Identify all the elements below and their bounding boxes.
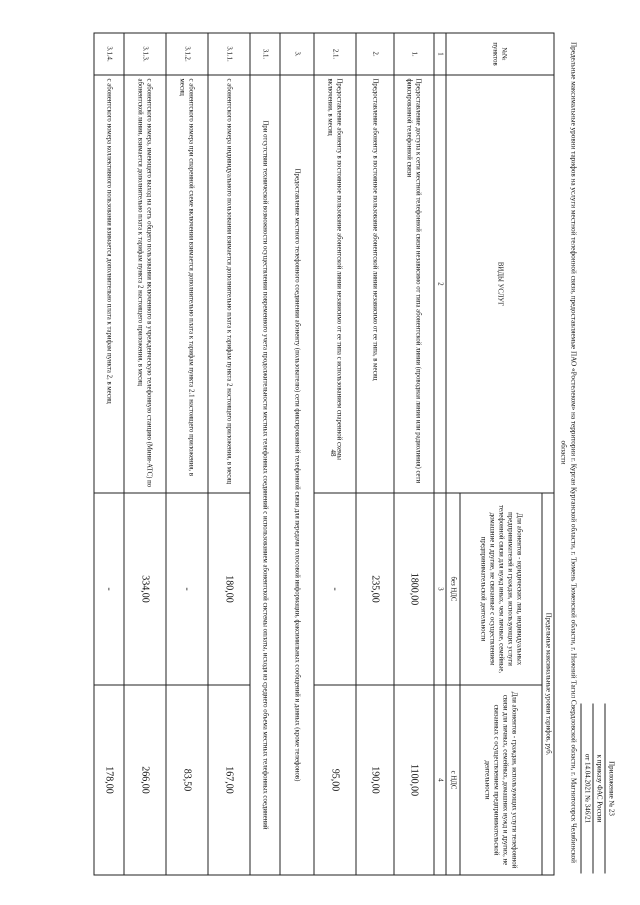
document-title: Предельные максимальные уровни тарифов на услуги местной телефонной связи, предоставляемые ПАО «Ростелеком» на территории г. Курган Курганской области, г. Тюмень Тюменской области, г. Нижний Тагил Свердловской области, г. Магнитогорск Челябинской области <box>559 41 578 863</box>
tariff-legal: 1800,00 <box>394 493 434 685</box>
row-number: 2.1. <box>314 33 356 75</box>
table-row <box>356 33 394 875</box>
col-header-legal-entities: Для абонентов - юридических лиц, индивидуальных предпринимателей и граждан, использующих услуги телефонной связи для нужд иных, чем личные, семейные, домашние и другие, не связанные с осуществлением предпринимательской деятельности <box>460 493 542 685</box>
col-index: 4 <box>434 685 446 875</box>
col-header-with-vat: с НДС <box>446 685 460 875</box>
document-page <box>23 27 619 880</box>
col-index: 3 <box>434 493 446 685</box>
table-row <box>124 33 166 875</box>
row-number: 3.1. <box>250 33 280 75</box>
service-name: с абонентского номера, имеющего выход на сеть общего пользования включенного в учрежденческую телефонную станцию (Мини-АТС) по абонентской линии, взимается дополнительно плата к тарифам пункта 2 настоящего приложения, в месяц <box>124 75 166 493</box>
order-date: от 14.04.2021 № 346/21 <box>581 704 593 874</box>
service-name: с абонентского номера коллективного пользования взимается дополнительно плата к тарифам пункта 2, в месяц <box>94 75 124 493</box>
col-index: 1 <box>434 33 446 75</box>
section-heading: Предоставление местного телефонного соединения абоненту (пользователю) сети фиксированной телефонной связи для передачи голосовой информации, факсимильных сообщений и данных (кроме телефонов) <box>280 75 314 875</box>
table-row <box>250 33 280 875</box>
row-number: 3. <box>280 33 314 75</box>
col-header-citizens: Для абонентов - граждан, использующих услуги телефонной связи для личных, семейных, домашних нужд и других, не связанных с осуществлением предпринимательской деятельности <box>460 685 542 875</box>
col-header-tariffs: Предельные максимальные уровни тарифов, руб. <box>542 493 554 875</box>
service-name: с абонентского номера индивидуального пользования взимается дополнительно плата к тарифам пункта 2 настоящего приложения, в месяц <box>208 75 250 493</box>
col-header-no-vat: без НДС <box>446 493 460 685</box>
appendix-number: Приложение № 23 <box>605 704 617 874</box>
tariff-citizens: 167,00 <box>208 685 250 875</box>
tariff-legal: - <box>314 493 356 685</box>
tariff-citizens: 83,50 <box>166 685 208 875</box>
service-name: Предоставление абоненту в постоянное пользование абонентской линии независимо от ее типа с использованием спаренной схемы включения, в месяц <box>314 75 356 493</box>
col-index: 2 <box>434 75 446 493</box>
tariff-citizens: 1100,00 <box>394 685 434 875</box>
row-number: 3.1.3. <box>124 33 166 75</box>
table-row <box>314 33 356 875</box>
row-number: 1. <box>394 33 434 75</box>
row-number: 3.1.2. <box>166 33 208 75</box>
tariff-citizens: 178,00 <box>94 685 124 875</box>
service-name: Предоставление абоненту в постоянное пользование абонентской линии независимо от ее типа, в месяц <box>356 75 394 493</box>
col-header-num: №№ пунктов <box>446 33 554 75</box>
table-row <box>394 33 434 875</box>
service-name: с абонентского номера при спаренной схеме включения взимается дополнительно плата к тарифам пункта 2.1 настоящего приложения, в месяц <box>166 75 208 493</box>
tariff-legal: 334,00 <box>124 493 166 685</box>
tariff-legal: - <box>94 493 124 685</box>
tariff-citizens: 95,00 <box>314 685 356 875</box>
table-row <box>280 33 314 875</box>
section-heading: При отсутствии технической возможности осуществления повременного учета продолжительности местных телефонных соединений с использованием абонентской системы оплаты, исходя из среднего объема местных телефонных соединений <box>250 75 280 875</box>
row-number: 3.1.1. <box>208 33 250 75</box>
row-number: 2. <box>356 33 394 75</box>
order-reference: к приказу ФАС России <box>593 704 605 874</box>
table-row <box>208 33 250 875</box>
page-number: 48 <box>329 449 337 457</box>
row-number: 3.1.4. <box>94 33 124 75</box>
tariff-legal: 180,00 <box>208 493 250 685</box>
table-row <box>94 33 124 875</box>
table-row <box>166 33 208 875</box>
tariff-legal: - <box>166 493 208 685</box>
tariff-citizens: 266,00 <box>124 685 166 875</box>
tariff-legal: 235,00 <box>356 493 394 685</box>
col-header-service: ВИДЫ УСЛУГ <box>446 75 554 493</box>
appendix-header <box>581 704 617 874</box>
tariff-citizens: 190,00 <box>356 685 394 875</box>
tariff-table <box>94 33 555 876</box>
service-name: Предоставление доступа к сети местной телефонной связи независимо от типа абонентской линии (проводная линия или радиолиния) сети фиксированной телефонной связи <box>394 75 434 493</box>
